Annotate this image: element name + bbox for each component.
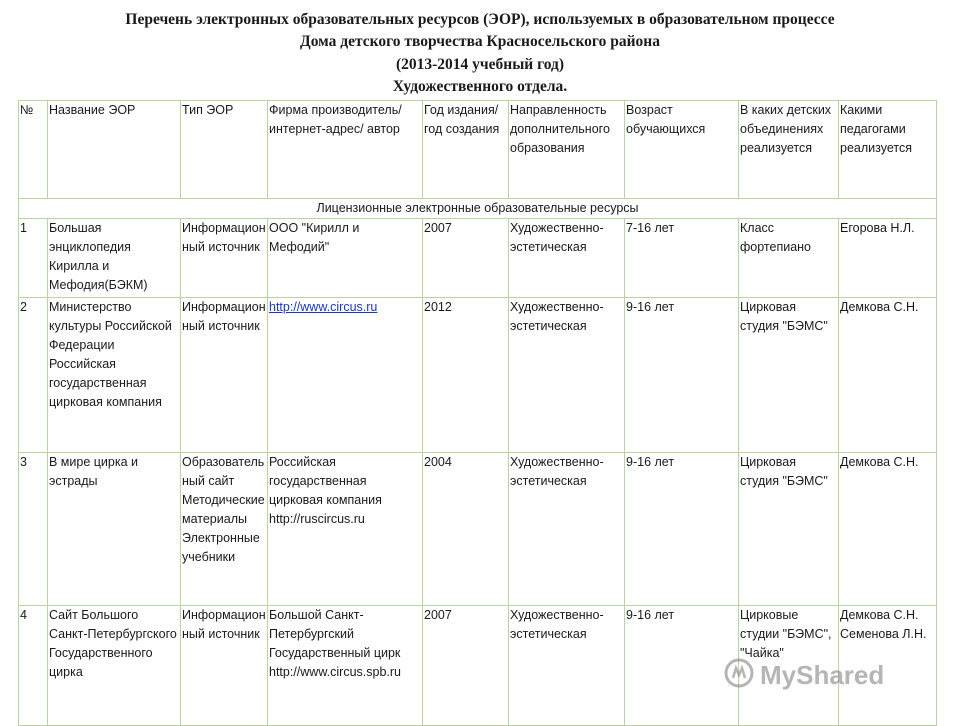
cell-teachers: Демкова С.Н. bbox=[839, 298, 937, 453]
cell-teachers: Демкова С.Н. Семенова Л.Н. bbox=[839, 606, 937, 726]
header-groups: В каких детских объединениях реализуется bbox=[739, 101, 839, 199]
cell-groups: Цирковая студия "БЭМС" bbox=[739, 453, 839, 606]
cell-groups: Цирковые студии "БЭМС", "Чайка" bbox=[739, 606, 839, 726]
cell-direction: Художественно-эстетическая bbox=[509, 298, 625, 453]
cell-year: 2007 bbox=[423, 606, 509, 726]
cell-groups: Цирковая студия "БЭМС" bbox=[739, 298, 839, 453]
cell-direction: Художественно-эстетическая bbox=[509, 606, 625, 726]
section-row bbox=[19, 199, 937, 219]
header-num: № bbox=[19, 101, 48, 199]
cell-name: Сайт Большого Санкт-Петербургского Государственного цирка bbox=[48, 606, 181, 726]
cell-num: 2 bbox=[19, 298, 48, 453]
cell-year: 2004 bbox=[423, 453, 509, 606]
cell-maker bbox=[268, 298, 423, 453]
doc-title-line-2: Дома детского творчества Красносельского района bbox=[300, 33, 660, 50]
cell-age: 7-16 лет bbox=[625, 219, 739, 298]
header-name: Название ЭОР bbox=[48, 101, 181, 199]
cell-maker: Большой Санкт-Петербургский Государственный цирк http://www.circus.spb.ru bbox=[268, 606, 423, 726]
cell-maker: ООО "Кирилл и Мефодий" bbox=[268, 219, 423, 298]
header-teachers: Какими педагогами реализуется bbox=[839, 101, 937, 199]
circus-link[interactable]: http://www.circus.ru bbox=[269, 300, 378, 314]
cell-num: 1 bbox=[19, 219, 48, 298]
cell-name: Большая энциклопедия Кирилла и Мефодия(БЭКМ) bbox=[48, 219, 181, 298]
header-direction: Направленность дополнительного образования bbox=[509, 101, 625, 199]
cell-type: Информационный источник bbox=[181, 298, 268, 453]
cell-type: Информационный источник bbox=[181, 219, 268, 298]
header-maker: Фирма производитель/ интернет-адрес/ автор bbox=[268, 101, 423, 199]
cell-age: 9-16 лет bbox=[625, 606, 739, 726]
section-label: Лицензионные электронные образовательные ресурсы bbox=[19, 199, 937, 219]
cell-direction: Художественно-эстетическая bbox=[509, 219, 625, 298]
doc-title-line-4: Художественного отдела. bbox=[392, 78, 568, 95]
table-row bbox=[19, 298, 937, 453]
doc-title-line-3: (2013-2014 учебный год) bbox=[395, 56, 565, 73]
cell-teachers: Егорова Н.Л. bbox=[839, 219, 937, 298]
cell-num: 3 bbox=[19, 453, 48, 606]
cell-type: Образовательный сайт Методические материалы Электронные учебники bbox=[181, 453, 268, 606]
cell-teachers: Демкова С.Н. bbox=[839, 453, 937, 606]
cell-num: 4 bbox=[19, 606, 48, 726]
myshared-logo-icon bbox=[724, 658, 754, 688]
header-age: Возраст обучающихся bbox=[625, 101, 739, 199]
table-row bbox=[19, 219, 937, 298]
cell-age: 9-16 лет bbox=[625, 298, 739, 453]
cell-year: 2012 bbox=[423, 298, 509, 453]
cell-groups: Класс фортепиано bbox=[739, 219, 839, 298]
cell-name: В мире цирка и эстрады bbox=[48, 453, 181, 606]
cell-age: 9-16 лет bbox=[625, 453, 739, 606]
cell-type: Информационный источник bbox=[181, 606, 268, 726]
header-type: Тип ЭОР bbox=[181, 101, 268, 199]
cell-direction: Художественно-эстетическая bbox=[509, 453, 625, 606]
watermark-text: MyShared bbox=[760, 660, 885, 690]
cell-name: Министерство культуры Российской Федерации Российская государственная цирковая компания bbox=[48, 298, 181, 453]
doc-title-line-1: Перечень электронных образовательных ресурсов (ЭОР), используемых в образовательном процессе bbox=[125, 11, 835, 28]
cell-year: 2007 bbox=[423, 219, 509, 298]
header-year: Год издания/ год создания bbox=[423, 101, 509, 199]
cell-maker: Российская государственная цирковая компания http://ruscircus.ru bbox=[268, 453, 423, 606]
eor-table bbox=[18, 100, 937, 726]
table-header-row bbox=[19, 101, 937, 199]
table-row bbox=[19, 453, 937, 606]
